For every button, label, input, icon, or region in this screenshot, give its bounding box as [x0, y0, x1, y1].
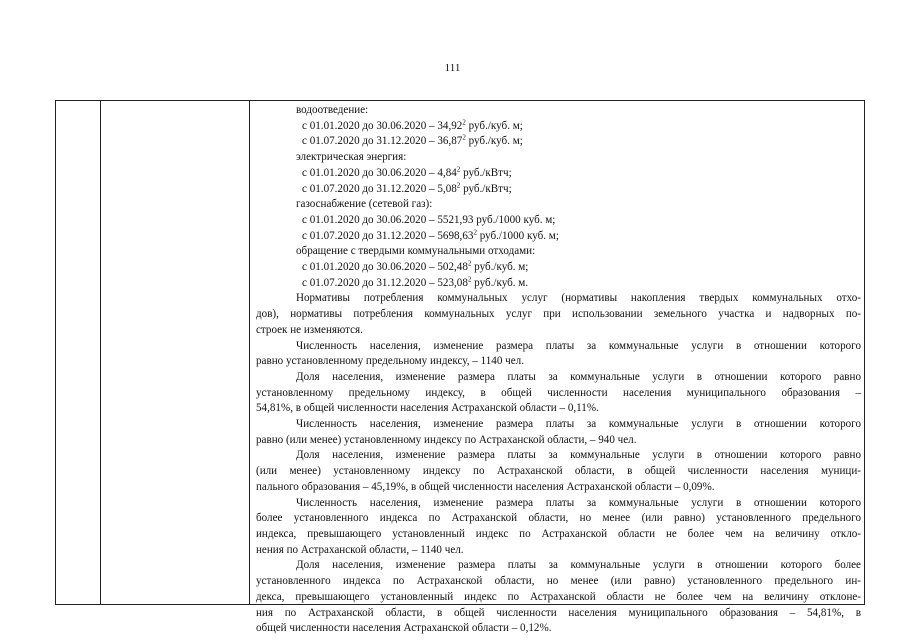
- paragraph-line: (или менее) установленному индексу по Астраханской области, в общей численности населения муници-: [256, 465, 861, 478]
- tariff-unit: руб./куб. м;: [465, 119, 523, 132]
- tariff-text: электрическая энергия:: [296, 151, 407, 164]
- page-number: 111: [444, 62, 461, 74]
- tariff-line: [256, 166, 861, 182]
- paragraph: [256, 496, 861, 559]
- paragraph: [256, 291, 861, 338]
- paragraph-line: Численность населения, изменение размера платы за коммунальные услуги в отношении которого: [296, 496, 861, 509]
- tariff-line: [256, 260, 861, 276]
- paragraph: [256, 417, 861, 448]
- tariff-unit: руб./куб. м.: [471, 276, 529, 289]
- tariff-text: газоснабжение (сетевой газ):: [296, 198, 433, 211]
- paragraph: [256, 448, 861, 495]
- paragraph: [256, 370, 861, 417]
- tariff-text: с 01.01.2020 до 30.06.2020 – 502,48: [302, 261, 468, 274]
- paragraph-line: равно (или менее) установленному индексу по Астраханской области, – 940 чел.: [256, 433, 637, 446]
- tariff-unit: руб./куб. м;: [471, 261, 529, 274]
- paragraph: [256, 558, 861, 637]
- footnote-marker: 2: [456, 165, 461, 174]
- paragraph-line: установленному предельному индексу, в общей численности населения муниципального образования –: [256, 386, 861, 399]
- table-cell-text: [256, 103, 861, 637]
- service-heading: [256, 244, 861, 260]
- paragraph-line: общей численности населения Астраханской области – 0,12%.: [256, 622, 552, 635]
- tariff-unit: руб./1000 куб. м;: [476, 229, 559, 242]
- paragraph-line: Доля населения, изменение размера платы за коммунальные услуги в отношении которого более: [296, 559, 861, 572]
- service-heading: [256, 197, 861, 213]
- service-heading: [256, 103, 861, 119]
- tariff-line: [256, 119, 861, 135]
- paragraph-line: Численность населения, изменение размера платы за коммунальные услуги в отношении которого: [296, 418, 861, 431]
- tariff-line: [256, 213, 861, 229]
- table-column-divider: [100, 101, 101, 604]
- paragraph-line: ния по Астраханской области, в общей численности населения муниципального образования – 54,81%, в: [256, 606, 861, 619]
- tariff-text: с 01.01.2020 до 30.06.2020 – 5521,93 руб./1000 куб. м;: [302, 213, 556, 226]
- tariff-line: [256, 134, 861, 150]
- footnote-marker: 2: [462, 133, 466, 142]
- paragraph-line: Доля населения, изменение размера платы за коммунальные услуги в отношении которого равно: [296, 370, 861, 383]
- paragraph-line: декса, превышающего установленный индекс по Астраханской области не более чем на величину отклоне-: [256, 590, 861, 603]
- paragraph-line: более установленного индекса по Астраханской области, но менее (или равно) установленного предельного: [256, 512, 861, 525]
- tariff-text: с 01.01.2020 до 30.06.2020 – 34,92: [302, 119, 463, 132]
- paragraph-line: Численность населения, изменение размера платы за коммунальные услуги в отношении которого: [296, 339, 861, 352]
- tariff-text: с 01.07.2020 до 31.12.2020 – 523,08: [302, 276, 468, 289]
- tariff-text: с 01.07.2020 до 31.12.2020 – 5,08: [302, 182, 457, 195]
- footnote-marker: 2: [462, 118, 466, 127]
- tariff-text: обращение с твердыми коммунальными отходами:: [296, 245, 536, 258]
- tariff-unit: руб./кВтч;: [460, 166, 512, 179]
- paragraph-line: 54,81%, в общей численности населения Астраханской области – 0,11%.: [256, 402, 599, 415]
- footnote-marker: 2: [467, 275, 472, 284]
- tariff-unit: руб./кВтч;: [460, 182, 512, 195]
- tariff-line: [256, 182, 861, 198]
- paragraph-line: равно установленному предельному индексу, – 1140 чел.: [256, 355, 524, 368]
- paragraph-line: индекса, превышающего установленный индекс по Астраханской области не более чем на величину откло-: [256, 527, 861, 540]
- footnote-marker: 2: [456, 180, 461, 189]
- paragraph-line: дов), нормативы потребления коммунальных услуг при использовании земельного участка и надворных по-: [256, 308, 861, 321]
- tariff-text: с 01.07.2020 до 31.12.2020 – 5698,63: [302, 229, 474, 242]
- tariff-text: с 01.01.2020 до 30.06.2020 – 4,84: [302, 166, 457, 179]
- tariff-line: [256, 276, 861, 292]
- tariff-line: [256, 229, 861, 245]
- tariff-unit: руб./куб. м;: [465, 135, 523, 148]
- footnote-marker: 2: [467, 259, 472, 268]
- paragraph-line: Нормативы потребления коммунальных услуг (нормативы накопления твердых коммунальных отхо-: [296, 292, 861, 305]
- paragraph: [256, 339, 861, 370]
- paragraph-line: нения по Астраханской области, – 1140 чел.: [256, 543, 464, 556]
- footnote-marker: 2: [473, 227, 477, 236]
- tariff-text: с 01.07.2020 до 31.12.2020 – 36,87: [302, 135, 463, 148]
- paragraph-line: пального образования – 45,19%, в общей численности населения Астраханской области – 0,09%.: [256, 480, 715, 493]
- paragraph-line: строек не изменяются.: [256, 323, 363, 336]
- paragraph-line: Доля населения, изменение размера платы за коммунальные услуги в отношении которого равно: [296, 449, 861, 462]
- table-column-divider: [249, 101, 250, 604]
- tariff-text: водоотведение:: [296, 104, 369, 116]
- service-heading: [256, 150, 861, 166]
- paragraph-line: установленного индекса по Астраханской области, но менее (или равно) установленного предельного ин-: [256, 575, 861, 588]
- document-table: [55, 100, 865, 635]
